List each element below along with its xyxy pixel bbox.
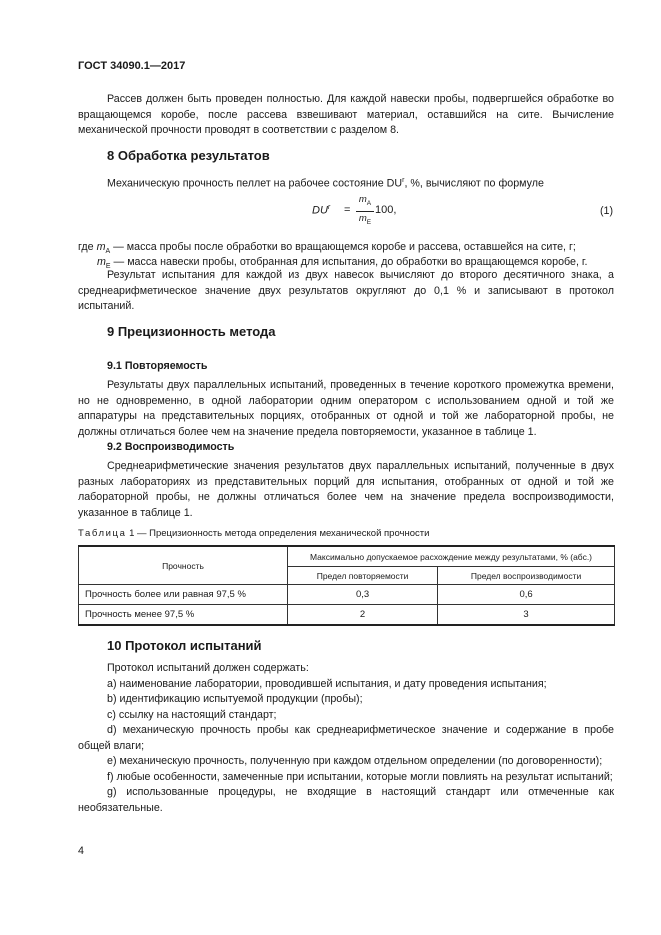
table-cell-repeatability: 2 [288, 605, 438, 626]
formula-equals: = [344, 204, 351, 216]
table-cell-label: Прочность более или равная 97,5 % [79, 585, 288, 605]
reproducibility-paragraph: Среднеарифметические значения результатов двух параллельных испытаний, полученные в двух разных лабораториях из представительных порций для испытания, отобранных от одной и той же лабораторной пробы, не должны отличаться более чем на значение предела воспроизводимости, указанное в таблице 1. [78, 460, 614, 519]
section-10-title: 10 Протокол испытаний [107, 638, 262, 653]
table-row [79, 605, 615, 626]
formula-fraction [356, 194, 374, 229]
list-item: а) наименование лаборатории, проводившей испытания, и дату проведения испытания; [107, 677, 547, 690]
list-item: e) механическую прочность, полученную при каждом отдельном определении (по договоренности); [107, 755, 603, 767]
table-row [79, 585, 615, 605]
page-number: 4 [78, 845, 84, 857]
fraction-bar [356, 211, 374, 212]
formula-1 [312, 194, 432, 228]
table-header-repeatability: Предел повторяемости [288, 567, 438, 585]
repeatability-paragraph: Результаты двух параллельных испытаний, проведенных в течение короткого промежутка времени, но не одновременно, в одной лаборатории одним оператором с использованием одной и той же аппаратуры на представительных порциях, отобранных от одной и той же лабораторной пробы, не должны отличаться более чем на значение предела повторяемости, указанное в таблице 1. [78, 379, 614, 438]
formula-numerator: $m_A$ [358, 194, 372, 207]
list-item: d) механическую прочность пробы как среднеарифметическое значение и содержание в пробе общей влаги; [78, 724, 614, 752]
list-item: f) любые особенности, замеченные при испытании, которые могли повлиять на результат испытаний; [107, 770, 613, 783]
formula-lhs: $DU^r$ [312, 204, 331, 217]
definition-m-e: $m_E$ — масса навески пробы, отобранная для испытания, до обработки во вращающемся коробе, г. [97, 256, 588, 271]
result-paragraph: Результат испытания для каждой из двух навесок вычисляют до второго десятичного знака, а среднеарифметическое значение двух результатов округляют до 0,1 % и записывают в протокол испытаний. [78, 269, 614, 312]
formula-denominator: $m_E$ [358, 212, 372, 226]
table-header-reproducibility: Предел воспроизводимости [438, 567, 615, 585]
list-item: b) идентификацию испытуемой продукции (пробы); [107, 693, 363, 705]
precision-table [78, 545, 615, 626]
list-item: c) ссылку на настоящий стандарт; [107, 708, 277, 721]
intro-paragraph: Рассев должен быть проведен полностью. Для каждой навески пробы, подвергшейся обработке во вращающемся коробе, после рассева взвешивают материал, оставшийся на сите. Вычисление механической прочности проводят в соответствии с разделом 8. [78, 93, 614, 136]
table-cell-label: Прочность менее 97,5 % [79, 605, 288, 626]
formula-intro: Механическую прочность пеллет на рабочее состояние $DU^r$, %, вычисляют по формуле [107, 177, 544, 190]
standard-header: ГОСТ 34090.1—2017 [78, 60, 186, 72]
table-header-group: Максимально допускаемое расхождение между результатами, % (абс.) [288, 546, 615, 567]
table-header-strength: Прочность [79, 546, 288, 585]
section-9-title: 9 Прецизионность метода [107, 324, 276, 339]
section-8-title: 8 Обработка результатов [107, 148, 270, 163]
protocol-intro: Протокол испытаний должен содержать: [107, 662, 309, 674]
subsection-9-2-title: 9.2 Воспроизводимость [107, 441, 235, 453]
equation-number: (1) [600, 205, 614, 217]
table-caption: Таблица 1 — Прецизионность метода определения механической прочности [78, 528, 430, 539]
table-cell-reproducibility: 0,6 [438, 585, 615, 605]
table-cell-repeatability: 0,3 [288, 585, 438, 605]
subsection-9-1-title: 9.1 Повторяемость [107, 360, 208, 372]
table-cell-reproducibility: 3 [438, 605, 615, 626]
formula-tail: 100, [375, 204, 397, 216]
definition-m-a: где $m_A$ — масса пробы после обработки во вращающемся коробе и рассева, оставшейся на сите, г; [78, 241, 576, 256]
protocol-list [78, 661, 614, 816]
list-item: g) использованные процедуры, не входящие в настоящий стандарт или отмеченные как необязательные. [78, 786, 614, 814]
